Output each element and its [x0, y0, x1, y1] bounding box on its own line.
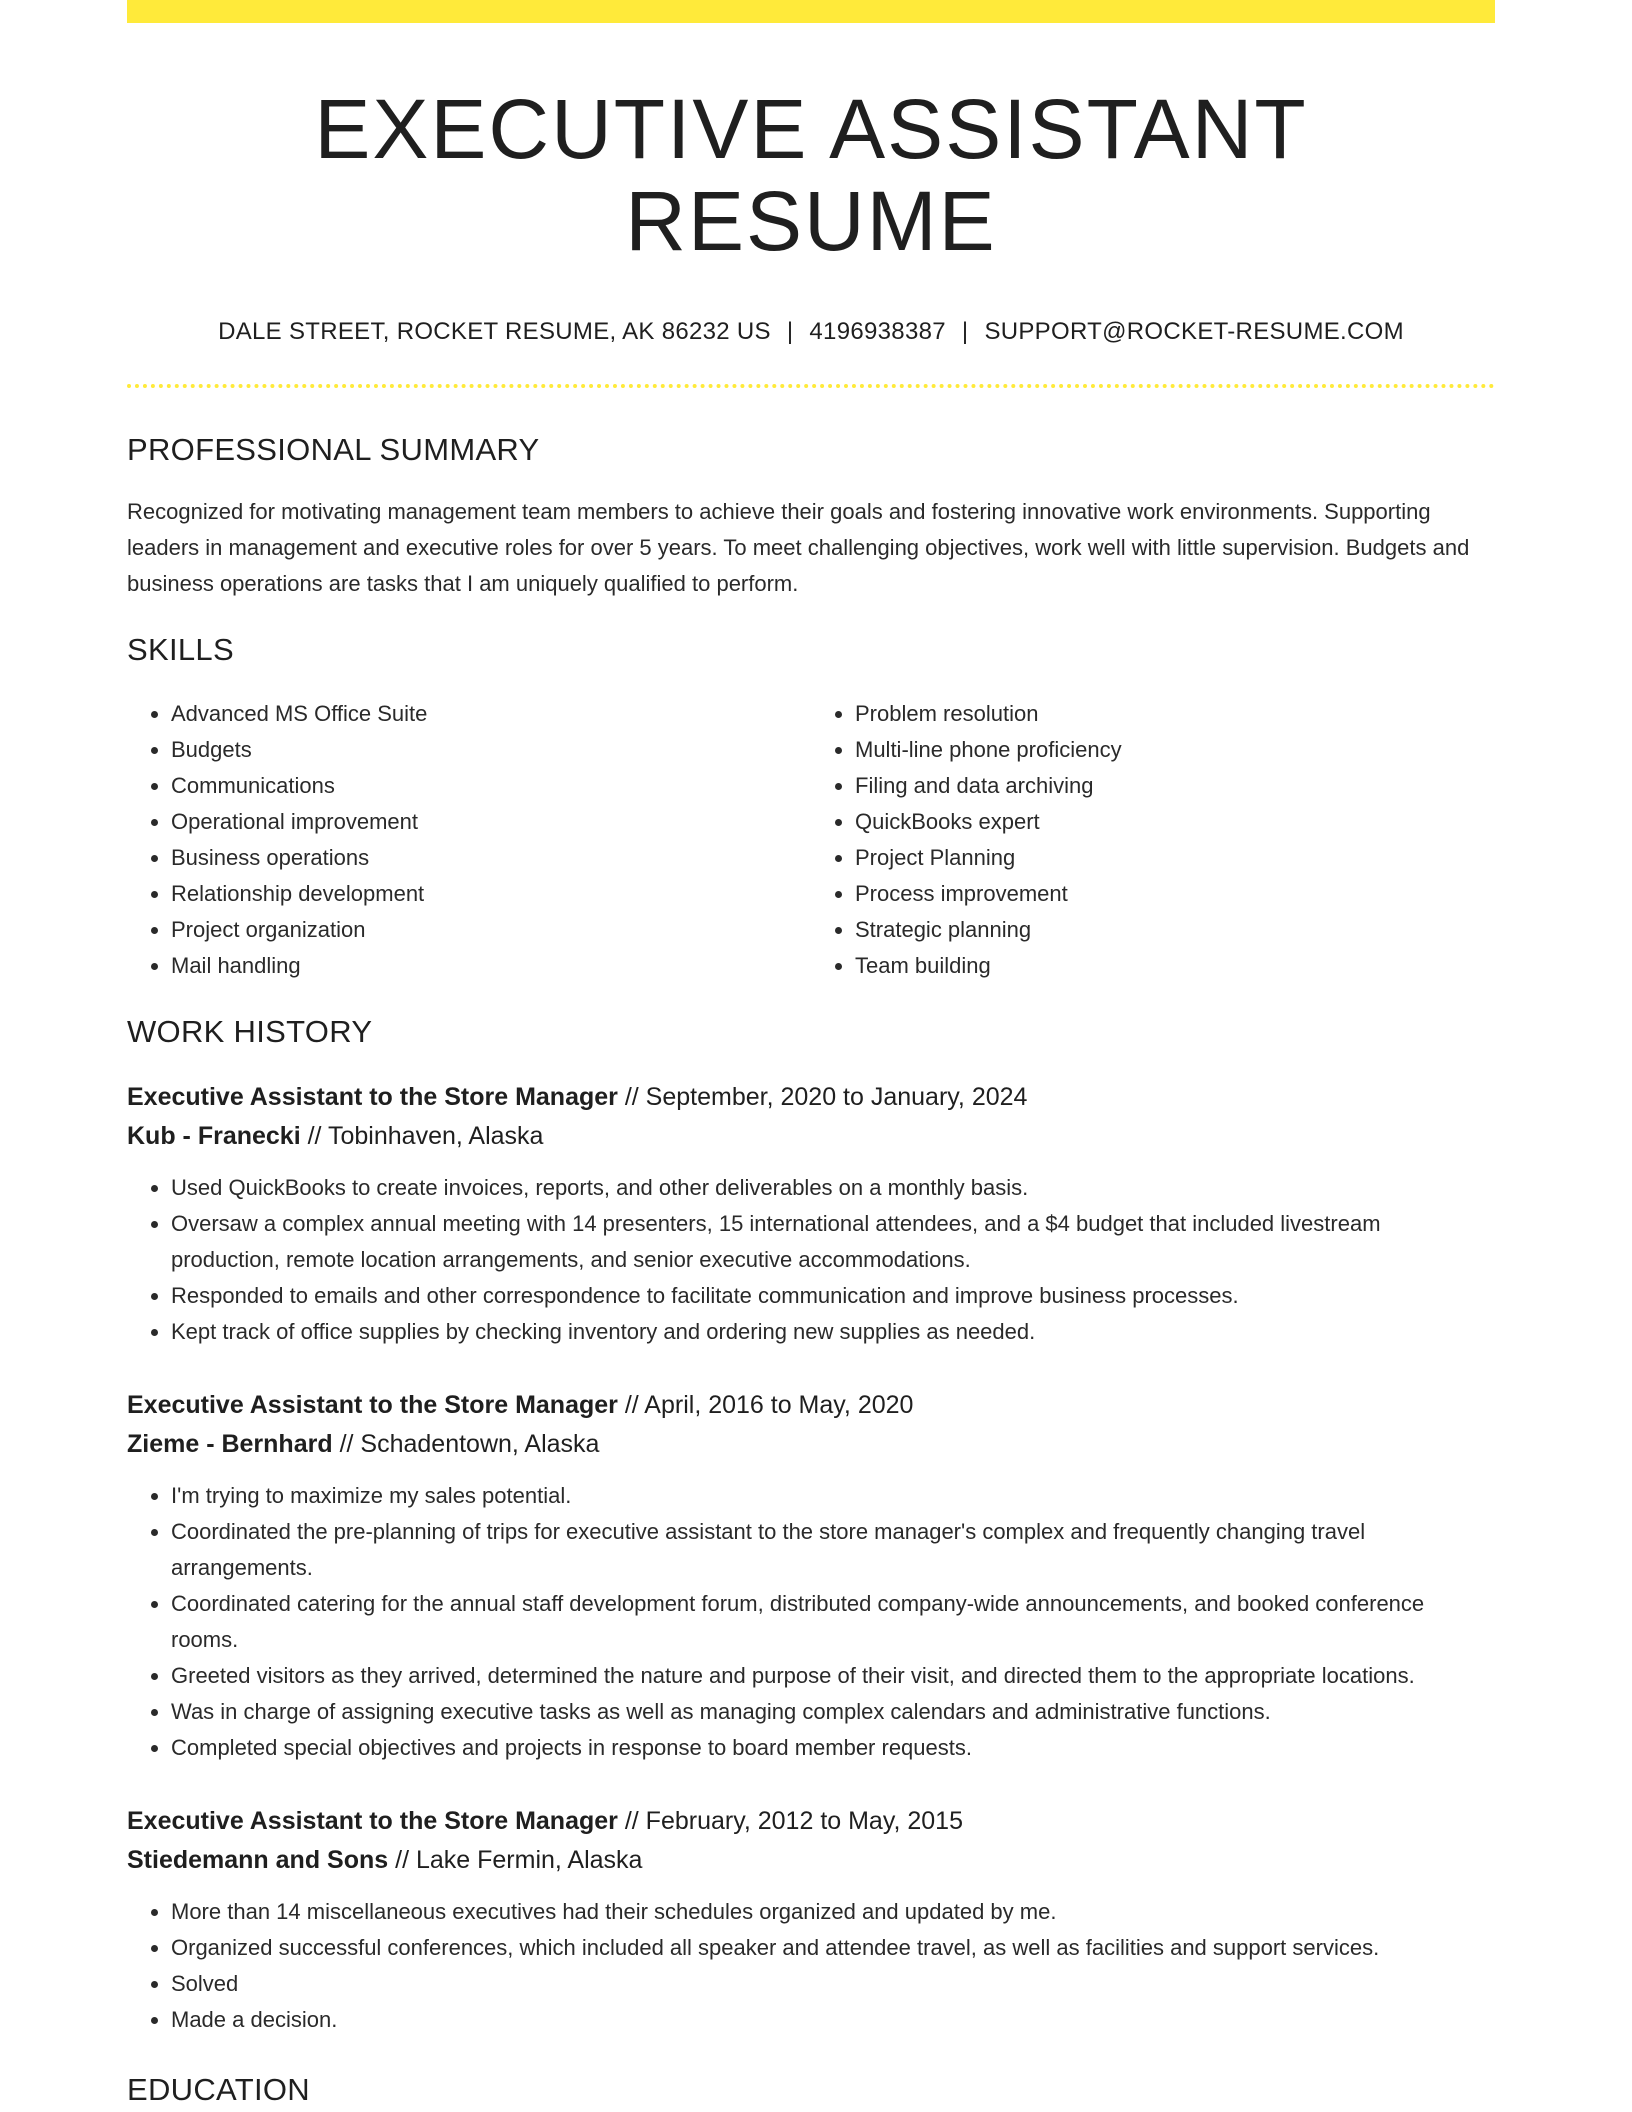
- job-entry: [127, 1078, 1495, 1350]
- skill-item: • Mail handling: [171, 948, 811, 984]
- job-dates: // September, 2020 to January, 2024: [624, 1082, 1028, 1111]
- skills-list: [127, 696, 1495, 984]
- contact-separator: |: [786, 317, 794, 345]
- skill-item: • Relationship development: [171, 876, 811, 912]
- skill-item: • Project organization: [171, 912, 811, 948]
- job-dates: // April, 2016 to May, 2020: [624, 1390, 914, 1419]
- job-company: Kub - Franecki: [127, 1121, 301, 1150]
- contact-email: SUPPORT@ROCKET-RESUME.COM: [984, 317, 1404, 345]
- skills-column-left: [127, 696, 811, 984]
- job-bullet: • Coordinated catering for the annual staff development forum, distributed company-wide announcements, and booked conference rooms.: [171, 1586, 1495, 1658]
- job-bullet: • Made a decision.: [171, 2002, 1495, 2038]
- job-bullets: [127, 1478, 1495, 1766]
- job-dates: // February, 2012 to May, 2015: [624, 1806, 963, 1835]
- skill-item: • Budgets: [171, 732, 811, 768]
- skill-item: • Multi-line phone proficiency: [855, 732, 1495, 768]
- skill-item: • Operational improvement: [171, 804, 811, 840]
- job-title: Executive Assistant to the Store Manager: [127, 1390, 618, 1419]
- job-company-line: [127, 1425, 1495, 1464]
- job-bullet: • Oversaw a complex annual meeting with 14 presenters, 15 international attendees, and a $4 budget that included livestream production, remote location arrangements, and senior executive accommodations.: [171, 1206, 1495, 1278]
- skill-item: • Filing and data archiving: [855, 768, 1495, 804]
- education-heading: EDUCATION: [127, 2071, 310, 2107]
- job-company-line: [127, 1841, 1495, 1880]
- job-bullet: • Responded to emails and other correspondence to facilitate communication and improve business processes.: [171, 1278, 1495, 1314]
- skills-column-right: [811, 696, 1495, 984]
- job-bullet: • Kept track of office supplies by checking inventory and ordering new supplies as needed.: [171, 1314, 1495, 1350]
- summary-text: Recognized for motivating management team members to achieve their goals and fostering innovative work environments. Supporting leaders in management and executive roles for over 5 years. To meet challenging objectives, work well with little supervision. Budgets and business operations are tasks that I am uniquely qualified to perform.: [127, 498, 1470, 596]
- skill-item: • Project Planning: [855, 840, 1495, 876]
- contact-address: DALE STREET, ROCKET RESUME, AK 86232 US: [218, 317, 771, 345]
- skill-item: • Strategic planning: [855, 912, 1495, 948]
- job-bullet: • Completed special objectives and projects in response to board member requests.: [171, 1730, 1495, 1766]
- skills-heading: SKILLS: [127, 631, 234, 667]
- skill-item: • Communications: [171, 768, 811, 804]
- job-bullet: • Solved: [171, 1966, 1495, 2002]
- job-title-line: [127, 1078, 1495, 1117]
- resume-title: EXECUTIVE ASSISTANT RESUME: [314, 82, 1308, 269]
- skill-item: • Process improvement: [855, 876, 1495, 912]
- job-company-line: [127, 1117, 1495, 1156]
- top-accent-bar: [127, 0, 1495, 23]
- summary-heading: PROFESSIONAL SUMMARY: [127, 431, 540, 467]
- skill-item: • QuickBooks expert: [855, 804, 1495, 840]
- job-bullet: • More than 14 miscellaneous executives had their schedules organized and updated by me.: [171, 1894, 1495, 1930]
- job-entry: [127, 1386, 1495, 1766]
- job-location: // Tobinhaven, Alaska: [307, 1121, 544, 1150]
- job-company: Zieme - Bernhard: [127, 1429, 333, 1458]
- job-title-line: [127, 1386, 1495, 1425]
- contact-line: [127, 318, 1495, 346]
- job-company: Stiedemann and Sons: [127, 1845, 389, 1874]
- job-bullets: [127, 1894, 1495, 2038]
- skill-item: • Advanced MS Office Suite: [171, 696, 811, 732]
- job-entry: [127, 1802, 1495, 2038]
- job-bullet: • Was in charge of assigning executive tasks as well as managing complex calendars and administrative functions.: [171, 1694, 1495, 1730]
- job-bullet: • Organized successful conferences, which included all speaker and attendee travel, as well as facilities and support services.: [171, 1930, 1495, 1966]
- contact-phone: 4196938387: [809, 317, 946, 345]
- skill-item: • Business operations: [171, 840, 811, 876]
- job-title-line: [127, 1802, 1495, 1841]
- job-location: // Lake Fermin, Alaska: [395, 1845, 643, 1874]
- work-history-heading: WORK HISTORY: [127, 1013, 373, 1049]
- dotted-divider: [127, 384, 1495, 388]
- job-bullet: • Greeted visitors as they arrived, determined the nature and purpose of their visit, and directed them to the appropriate locations.: [171, 1658, 1495, 1694]
- skill-item: • Team building: [855, 948, 1495, 984]
- job-bullet: • I'm trying to maximize my sales potential.: [171, 1478, 1495, 1514]
- job-bullet: • Coordinated the pre-planning of trips for executive assistant to the store manager's complex and frequently changing travel arrangements.: [171, 1514, 1495, 1586]
- resume-page: [127, 0, 1495, 2108]
- skill-item: • Problem resolution: [855, 696, 1495, 732]
- job-title: Executive Assistant to the Store Manager: [127, 1082, 618, 1111]
- job-bullets: [127, 1170, 1495, 1350]
- job-location: // Schadentown, Alaska: [339, 1429, 600, 1458]
- job-bullet: • Used QuickBooks to create invoices, reports, and other deliverables on a monthly basis.: [171, 1170, 1495, 1206]
- job-title: Executive Assistant to the Store Manager: [127, 1806, 618, 1835]
- contact-separator: |: [961, 317, 969, 345]
